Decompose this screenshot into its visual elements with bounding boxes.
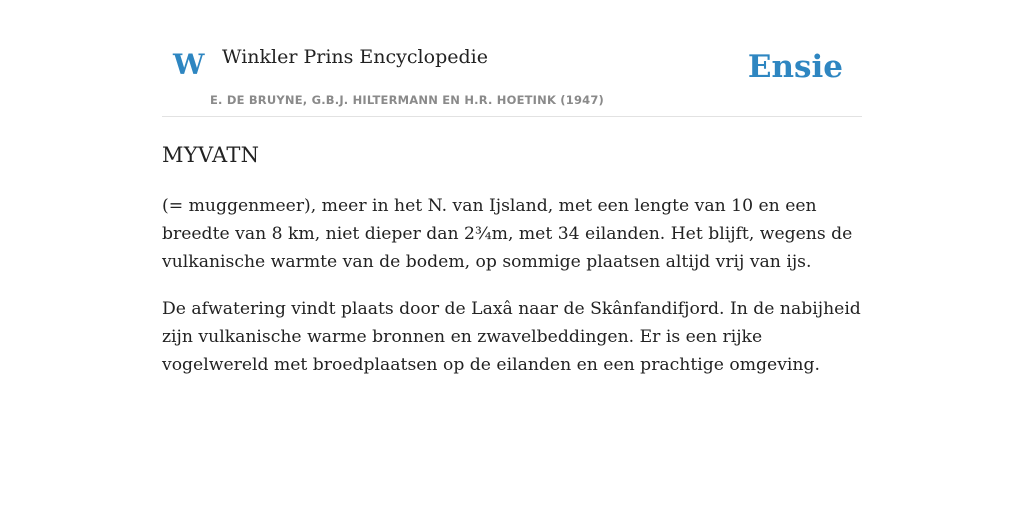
encyclopedia-header xyxy=(162,0,862,117)
article-paragraph: (= muggenmeer), meer in het N. van Ijsland, met een lengte van 10 en een breedte van 8 km, niet dieper dan 2¾m, met 34 eilanden. Het blijft, wegens de vulkanische warmte van de bodem, op sommige plaatsen altijd vrij van ijs. xyxy=(162,196,853,272)
ensie-logo[interactable]: Ensie xyxy=(747,49,843,85)
article-paragraph: De afwatering vindt plaats door de Laxâ naar de Skânfandifjord. In de nabijheid zijn vulkanische warme bronnen en zwavelbeddingen. Er is een rijke vogelwereld met broedplaatsen op de eilanden en een prachtige omgeving. xyxy=(162,299,861,375)
article xyxy=(162,140,862,379)
encyclopedia-authors: E. DE BRUYNE, G.B.J. HILTERMANN EN H.R. HOETINK (1947) xyxy=(210,93,605,107)
encyclopedia-title[interactable]: Winkler Prins Encyclopedie xyxy=(222,46,488,68)
article-title: MYVATN xyxy=(162,143,260,167)
winkler-prins-logo[interactable]: W xyxy=(173,48,205,81)
